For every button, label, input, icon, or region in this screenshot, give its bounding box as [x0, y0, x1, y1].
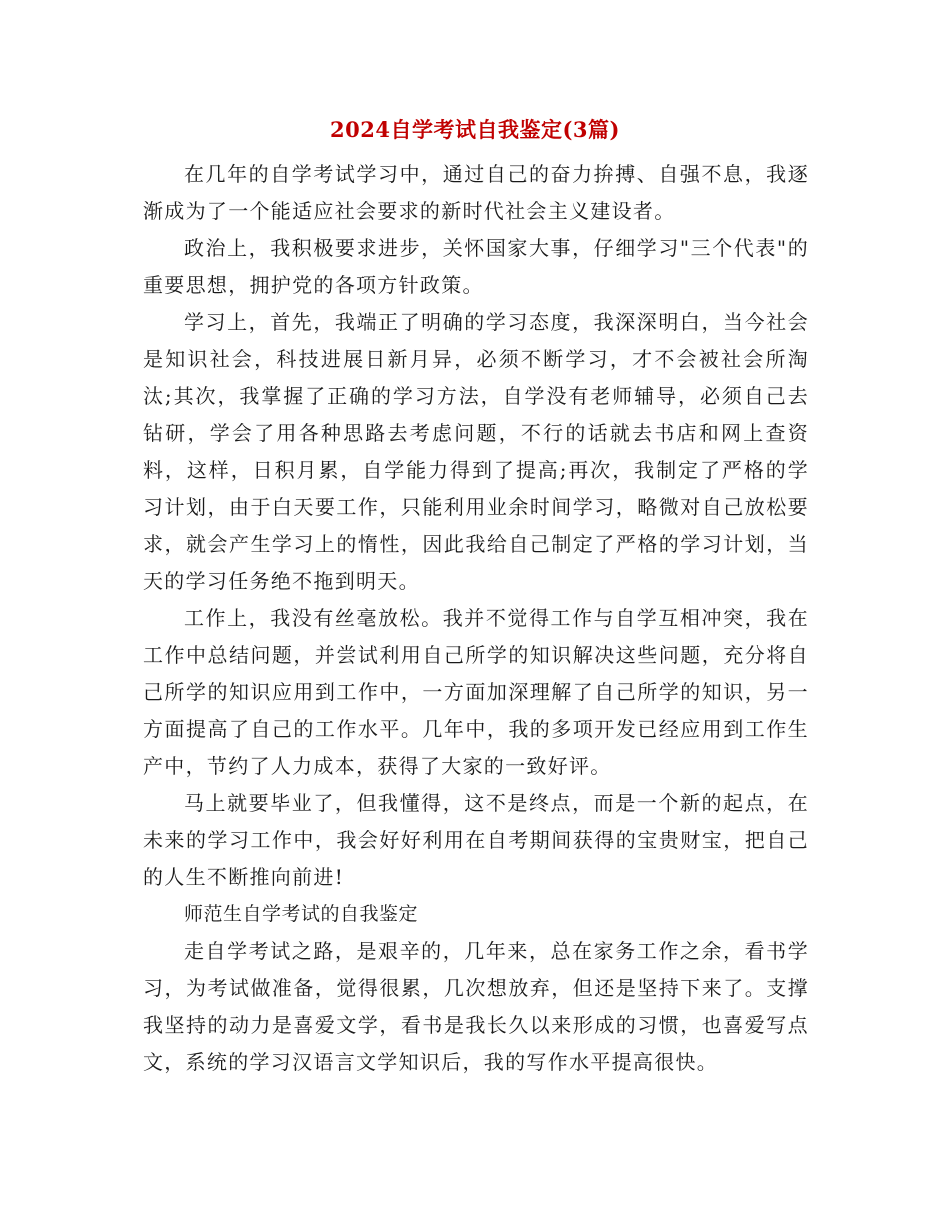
paragraph-intro: 在几年的自学考试学习中，通过自己的奋力拚搏、自强不息，我逐渐成为了一个能适应社会要求的新时代社会主义建设者。 — [143, 162, 809, 223]
paragraph-politics: 政治上，我积极要求进步，关怀国家大事，仔细学习"三个代表"的重要思想，拥护党的各项方针政策。 — [143, 236, 809, 297]
paragraph-work: 工作上，我没有丝毫放松。我并不觉得工作与自学互相冲突，我在工作中总结问题，并尝试利用自己所学的知识解决这些问题，充分将自己所学的知识应用到工作中，一方面加深理解了自己所学的知识，另一方面提高了自己的工作水平。几年中，我的多项开发已经应用到工作生产中，节约了人力成本，获得了大家的一致好评。 — [143, 606, 809, 778]
paragraph-study: 学习上，首先，我端正了明确的学习态度，我深深明白，当今社会是知识社会，科技进展日新月异，必须不断学习，才不会被社会所淘汰;其次，我掌握了正确的学习方法，自学没有老师辅导，必须自己去钻研，学会了用各种思路去考虑问题，不行的话就去书店和网上查资料，这样，日积月累，自学能力得到了提高;再次，我制定了严格的学习计划，由于白天要工作，只能利用业余时间学习，略微对自己放松要求，就会产生学习上的惰性，因此我给自己制定了严格的学习计划，当天的学习任务绝不拖到明天。 — [143, 310, 809, 593]
document-title: 2024自学考试自我鉴定(3篇) — [330, 117, 620, 142]
section-subheading: 师范生自学考试的自我鉴定 — [184, 903, 419, 925]
paragraph-graduation: 马上就要毕业了，但我懂得，这不是终点，而是一个新的起点，在未来的学习工作中，我会好好利用在自考期间获得的宝贵财宝，把自己的人生不断推向前进! — [143, 791, 809, 889]
paragraph-self-study-path: 走自学考试之路，是艰辛的，几年来，总在家务工作之余，看书学习，为考试做准备，觉得很累，几次想放弃，但还是坚持下来了。支撑我坚持的动力是喜爱文学，看书是我长久以来形成的习惯，也喜爱写点文，系统的学习汉语言文学知识后，我的写作水平提高很快。 — [143, 939, 809, 1074]
